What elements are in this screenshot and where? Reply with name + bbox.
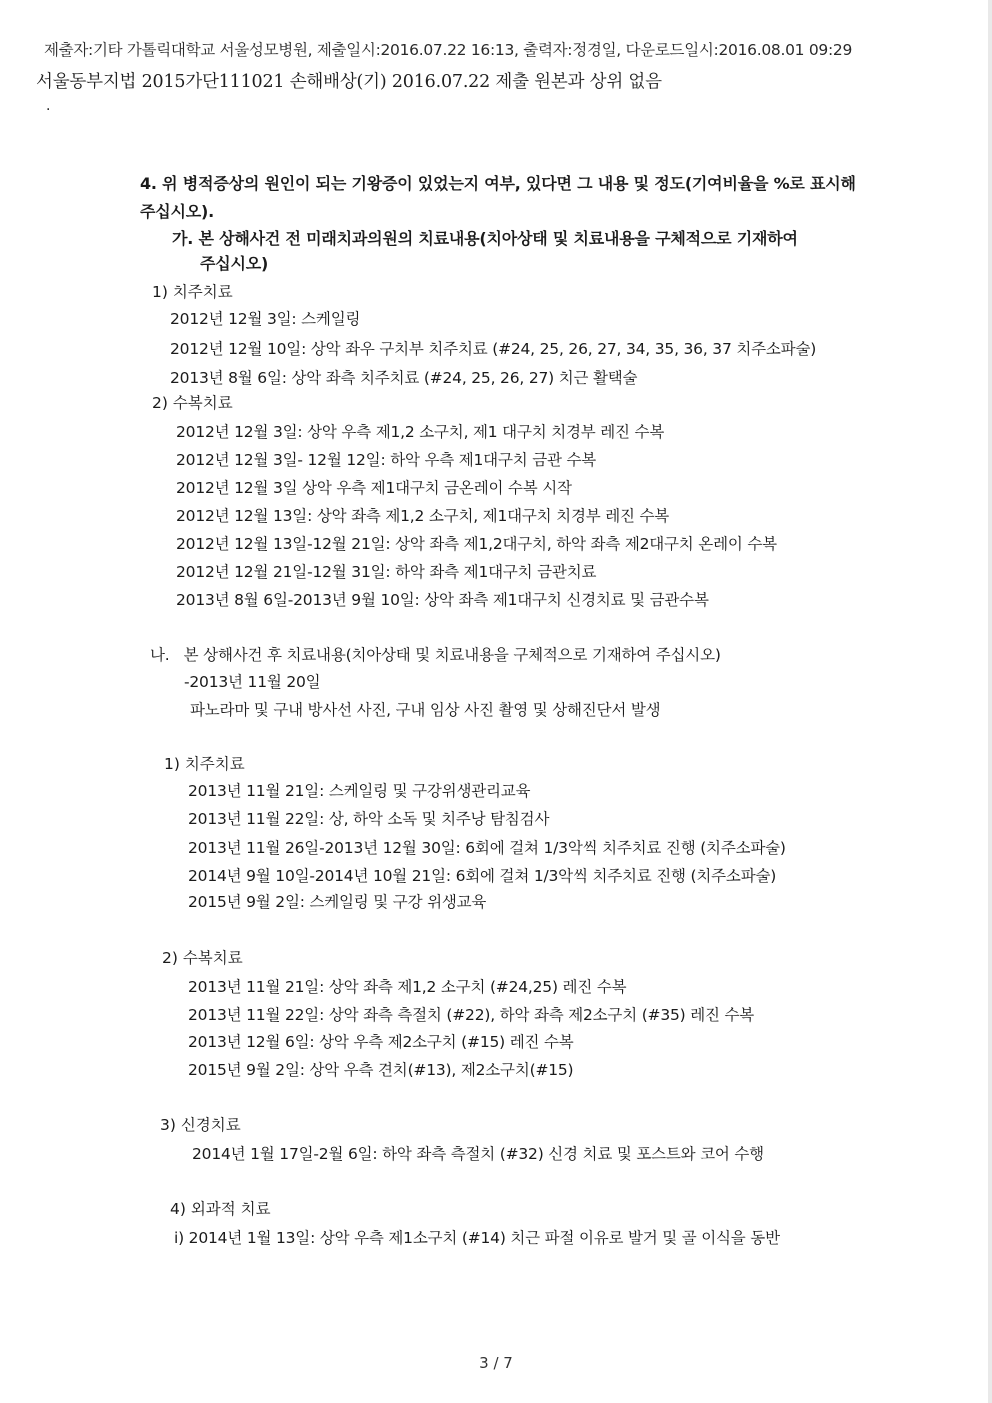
after-restorative-title: 2) 수복치료 bbox=[162, 949, 243, 967]
after-initial-date: -2013년 11월 20일 bbox=[184, 673, 321, 691]
after-endo-title: 3) 신경치료 bbox=[160, 1116, 241, 1134]
scan-mark: · bbox=[46, 102, 51, 118]
sub-question-ga-line2: 주십시오) bbox=[200, 254, 269, 273]
scan-edge-shadow bbox=[988, 0, 992, 1403]
after-restorative-item: 2013년 11월 21일: 상악 좌측 제1,2 소구치 (#24,25) 레진 수복 bbox=[188, 978, 627, 996]
after-periodontal-item: 2013년 11월 22일: 상, 하악 소독 및 치주낭 탐침검사 bbox=[188, 810, 550, 828]
before-periodontal-item: 2013년 8월 6일: 상악 좌측 치주치료 (#24, 25, 26, 27) 치근 활택술 bbox=[170, 369, 638, 387]
before-restorative-item: 2012년 12월 13일-12월 21일: 상악 좌측 제1,2대구치, 하악 좌측 제2대구치 온레이 수복 bbox=[176, 535, 777, 553]
sub-question-ga-line1: 가. 본 상해사건 전 미래치과의원의 치료내용(치아상태 및 치료내용을 구체적으로 기재하여 bbox=[172, 229, 798, 248]
before-restorative-item: 2012년 12월 3일: 상악 우측 제1,2 소구치, 제1 대구치 치경부 레진 수복 bbox=[176, 423, 665, 441]
after-restorative-item: 2015년 9월 2일: 상악 우측 견치(#13), 제2소구치(#15) bbox=[188, 1061, 574, 1079]
after-periodontal-item: 2013년 11월 21일: 스케일링 및 구강위생관리교육 bbox=[188, 782, 531, 800]
after-periodontal-item: 2015년 9월 2일: 스케일링 및 구강 위생교육 bbox=[188, 893, 487, 911]
after-periodontal-item: 2013년 11월 26일-2013년 12월 30일: 6회에 걸쳐 1/3악씩 치주치료 진행 (치주소파술) bbox=[188, 839, 786, 857]
after-restorative-item: 2013년 11월 22일: 상악 좌측 측절치 (#22), 하악 좌측 제2소구치 (#35) 레진 수복 bbox=[188, 1006, 755, 1024]
before-restorative-item: 2012년 12월 3일 상악 우측 제1대구치 금온레이 수복 시작 bbox=[176, 479, 572, 497]
before-restorative-item: 2012년 12월 3일- 12월 12일: 하악 우측 제1대구치 금관 수복 bbox=[176, 451, 597, 469]
sub-question-na: 나. 본 상해사건 후 치료내용(치아상태 및 치료내용을 구체적으로 기재하여 주십시오) bbox=[150, 646, 721, 664]
after-periodontal-item: 2014년 9월 10일-2014년 10월 21일: 6회에 걸쳐 1/3악씩 치주치료 진행 (치주소파술) bbox=[188, 867, 777, 885]
after-periodontal-title: 1) 치주치료 bbox=[164, 755, 245, 773]
submission-header: 제출자:기타 가톨릭대학교 서울성모병원, 제출일시:2016.07.22 16:13, 출력자:정경일, 다운로드일시:2016.08.01 09:29 bbox=[44, 41, 853, 59]
court-case-header: 서울동부지법 2015가단111021 손해배상(기) 2016.07.22 제출 원본과 상위 없음 bbox=[36, 72, 662, 92]
after-endo-item: 2014년 1월 17일-2월 6일: 하악 좌측 측절치 (#32) 신경 치료 및 포스트와 코어 수행 bbox=[192, 1145, 764, 1163]
after-restorative-item: 2013년 12월 6일: 상악 우측 제2소구치 (#15) 레진 수복 bbox=[188, 1033, 574, 1051]
after-initial-desc: 파노라마 및 구내 방사선 사진, 구내 임상 사진 촬영 및 상해진단서 발생 bbox=[190, 701, 661, 719]
before-restorative-item: 2012년 12월 21일-12월 31일: 하악 좌측 제1대구치 금관치료 bbox=[176, 563, 597, 581]
before-restorative-item: 2013년 8월 6일-2013년 9월 10일: 상악 좌측 제1대구치 신경치료 및 금관수복 bbox=[176, 591, 709, 609]
before-restorative-item: 2012년 12월 13일: 상악 좌측 제1,2 소구치, 제1대구치 치경부 레진 수복 bbox=[176, 507, 670, 525]
before-restorative-title: 2) 수복치료 bbox=[152, 394, 233, 412]
before-periodontal-title: 1) 치주치료 bbox=[152, 283, 233, 301]
page-number: 3 / 7 bbox=[479, 1354, 513, 1372]
after-surgical-item: i) 2014년 1월 13일: 상악 우측 제1소구치 (#14) 치근 파절 이유로 발거 및 골 이식을 동반 bbox=[174, 1229, 780, 1247]
before-periodontal-item: 2012년 12월 10일: 상악 좌우 구치부 치주치료 (#24, 25, 26, 27, 34, 35, 36, 37 치주소파술) bbox=[170, 340, 817, 358]
sub-question-ga bbox=[172, 226, 870, 276]
question-4-title: 4. 위 병적증상의 원인이 되는 기왕증이 있었는지 여부, 있다면 그 내용 및 정도(기여비율을 %로 표시해 주십시오). bbox=[140, 174, 856, 221]
after-surgical-title: 4) 외과적 치료 bbox=[170, 1200, 271, 1218]
before-periodontal-item: 2012년 12월 3일: 스케일링 bbox=[170, 310, 361, 328]
